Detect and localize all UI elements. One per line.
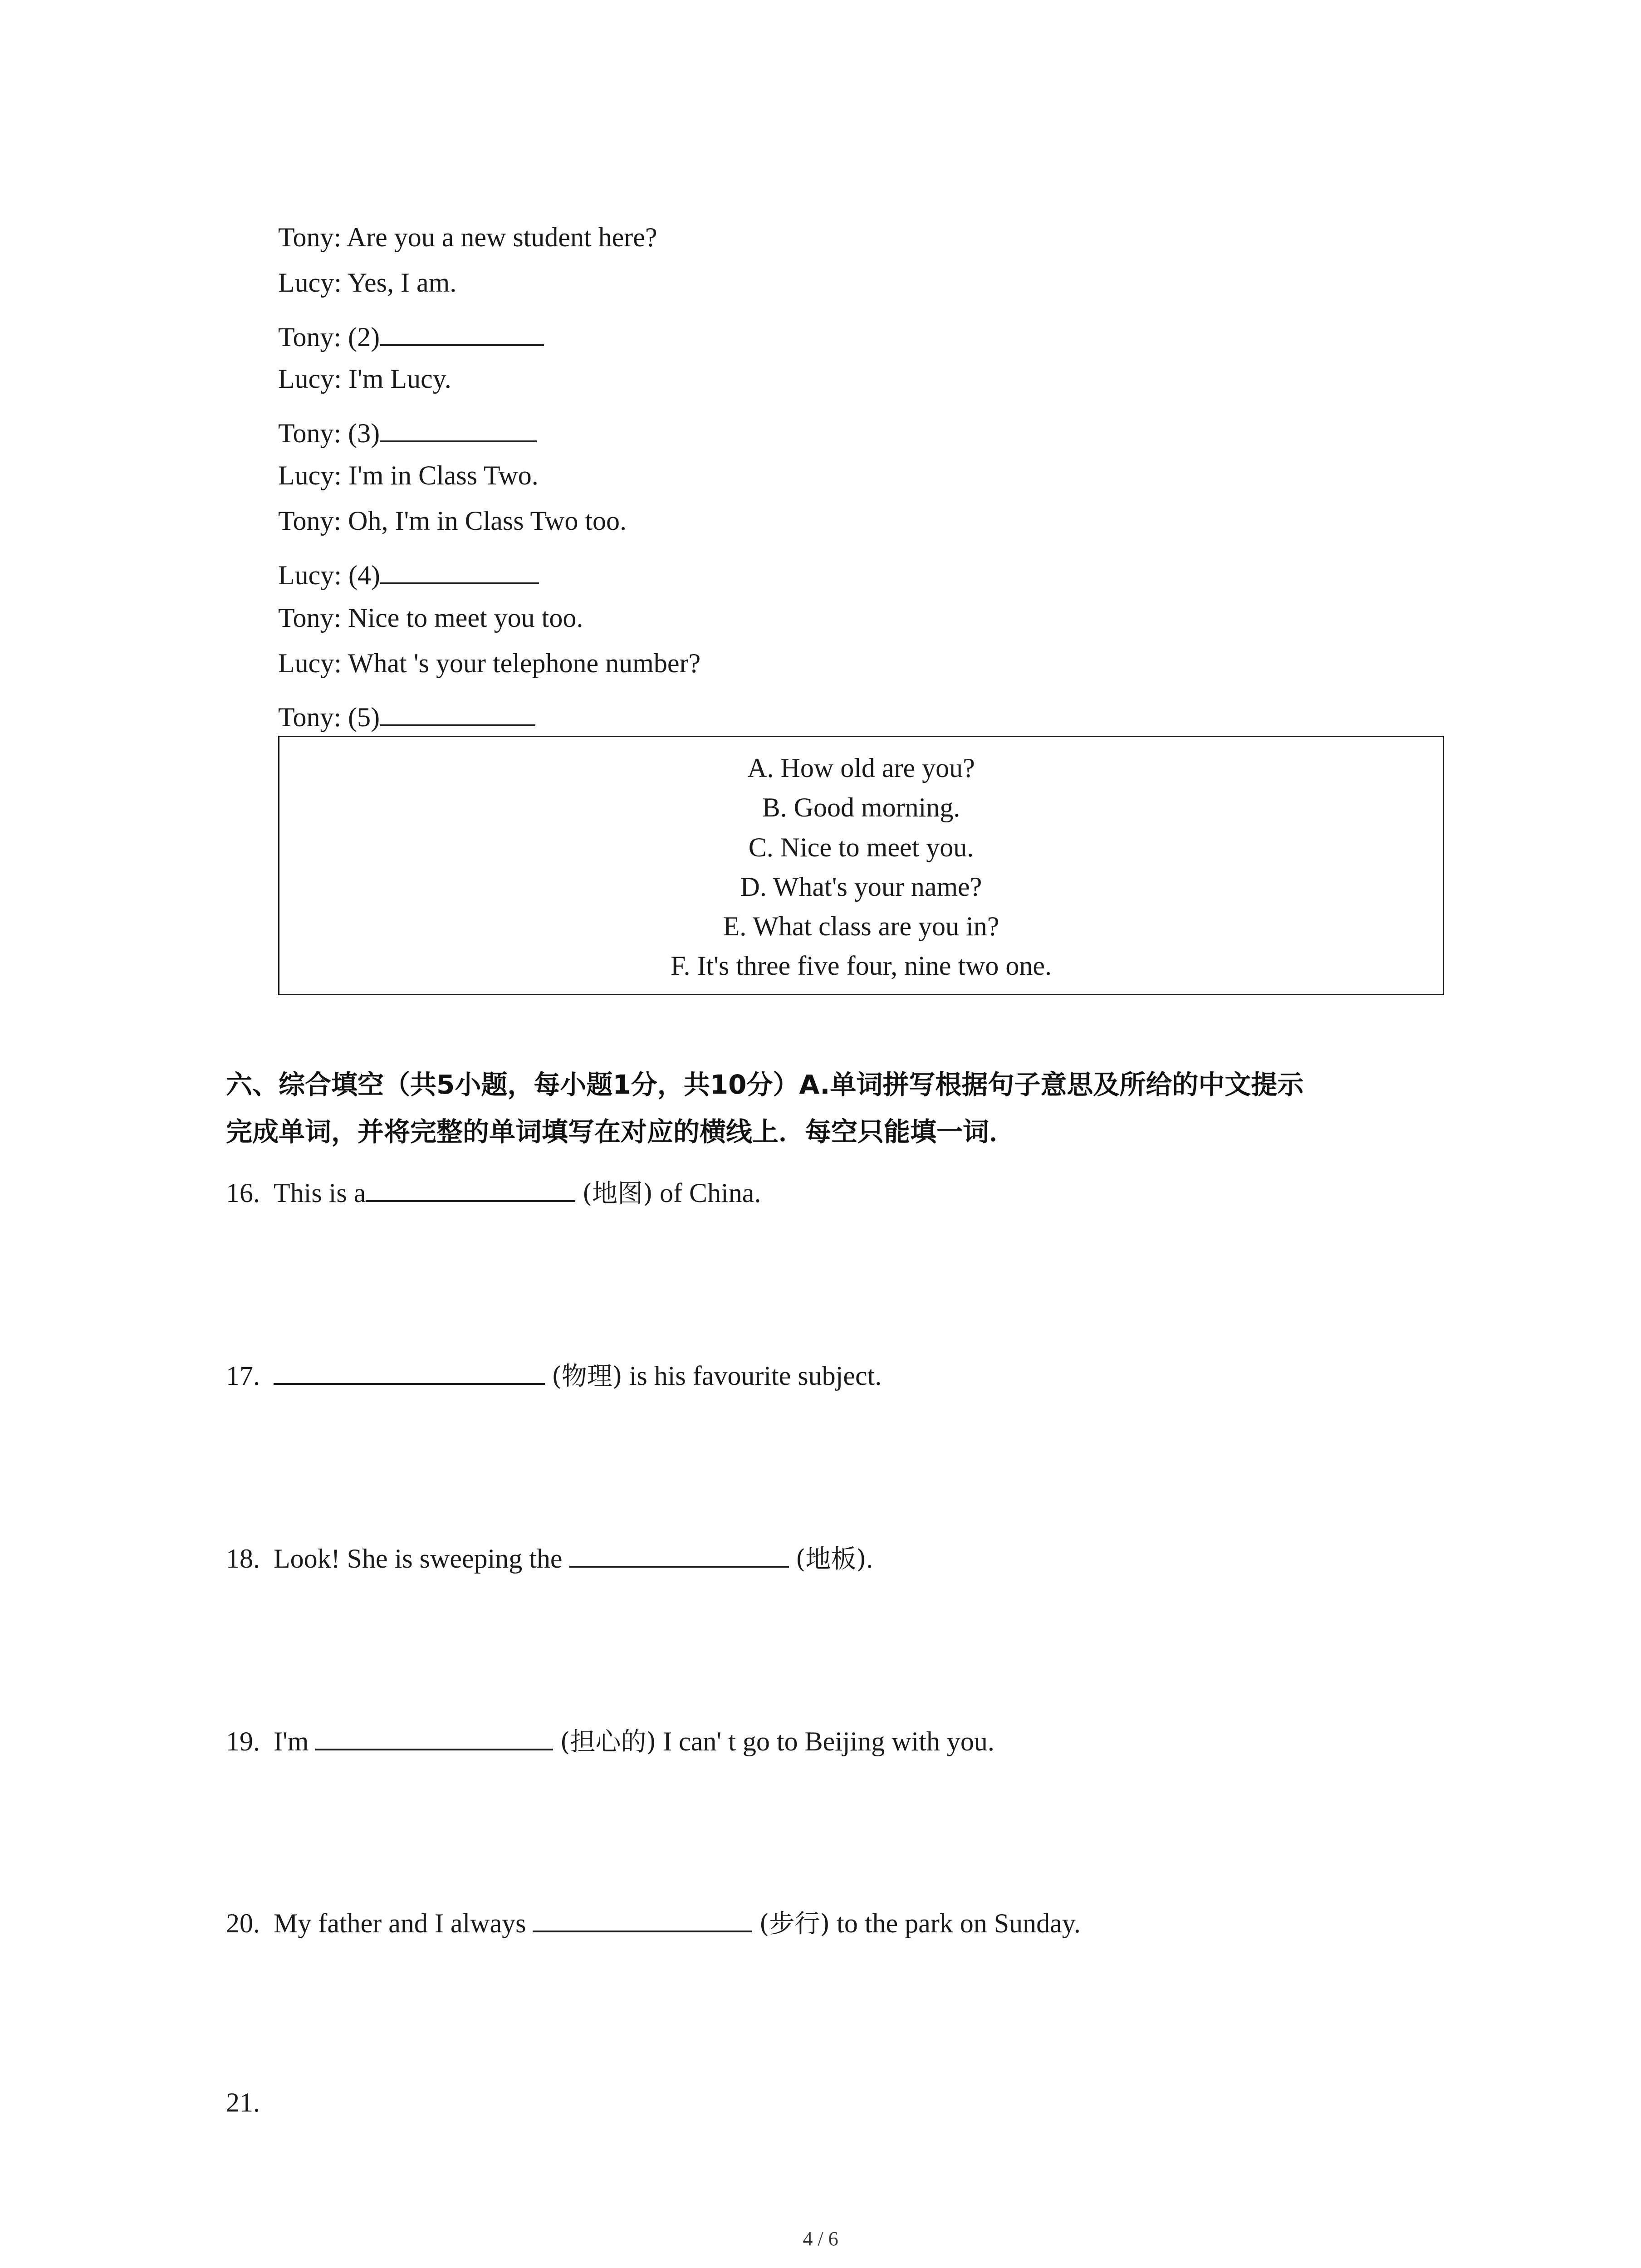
options-box xyxy=(278,736,1444,995)
option-item: E. What class are you in? xyxy=(723,911,999,941)
dialogue-line: Tony: (3) xyxy=(278,415,537,447)
option-item: F. It's three five four, nine two one. xyxy=(670,951,1052,981)
option-item: C. Nice to meet you. xyxy=(748,832,974,862)
answer-blank[interactable] xyxy=(380,699,535,726)
question-21: 21. xyxy=(226,2087,260,2117)
option-item: A. How old are you? xyxy=(747,753,975,783)
dialogue-line: Tony: Oh, I'm in Class Two too. xyxy=(278,506,627,536)
dialogue-line: Lucy: I'm Lucy. xyxy=(278,364,451,394)
section-heading: 六、综合填空（共5小题，每小题1分，共10分）A.单词拼写根据句子意思及所给的中文提示 xyxy=(226,1069,1304,1100)
dialogue-line: Tony: (2) xyxy=(278,319,544,351)
answer-blank[interactable] xyxy=(274,1358,545,1385)
answer-blank[interactable] xyxy=(533,1905,752,1932)
section-heading: 完成单词，并将完整的单词填写在对应的横线上．每空只能填一词． xyxy=(226,1116,1016,1147)
dialogue-line: Lucy: I'm in Class Two. xyxy=(278,460,539,490)
dialogue-line: Lucy: (4) xyxy=(278,557,539,589)
answer-blank[interactable] xyxy=(569,1540,789,1568)
option-item: D. What's your name? xyxy=(740,872,982,902)
answer-blank[interactable] xyxy=(380,319,544,346)
question-17: 17. (物理) is his favourite subject. xyxy=(226,1358,882,1389)
question-20: 20. My father and I always (步行) to the park on Sunday. xyxy=(226,1905,1081,1937)
answer-blank[interactable] xyxy=(315,1723,553,1750)
question-18: 18. Look! She is sweeping the (地板). xyxy=(226,1540,873,1572)
page-number: 4 / 6 xyxy=(803,2228,838,2250)
answer-blank[interactable] xyxy=(380,415,537,442)
dialogue-line: Lucy: Yes, I am. xyxy=(278,268,457,298)
answer-blank[interactable] xyxy=(366,1175,575,1202)
dialogue-line: Tony: (5) xyxy=(278,699,535,731)
dialogue-line: Tony: Are you a new student here? xyxy=(278,222,657,252)
answer-blank[interactable] xyxy=(380,557,539,584)
question-19: 19. I'm (担心的) I can' t go to Beijing with you. xyxy=(226,1723,994,1755)
option-item: B. Good morning. xyxy=(762,792,960,822)
question-16: 16. This is a (地图) of China. xyxy=(226,1175,761,1207)
dialogue-line: Tony: Nice to meet you too. xyxy=(278,603,583,633)
dialogue-line: Lucy: What 's your telephone number? xyxy=(278,648,701,678)
